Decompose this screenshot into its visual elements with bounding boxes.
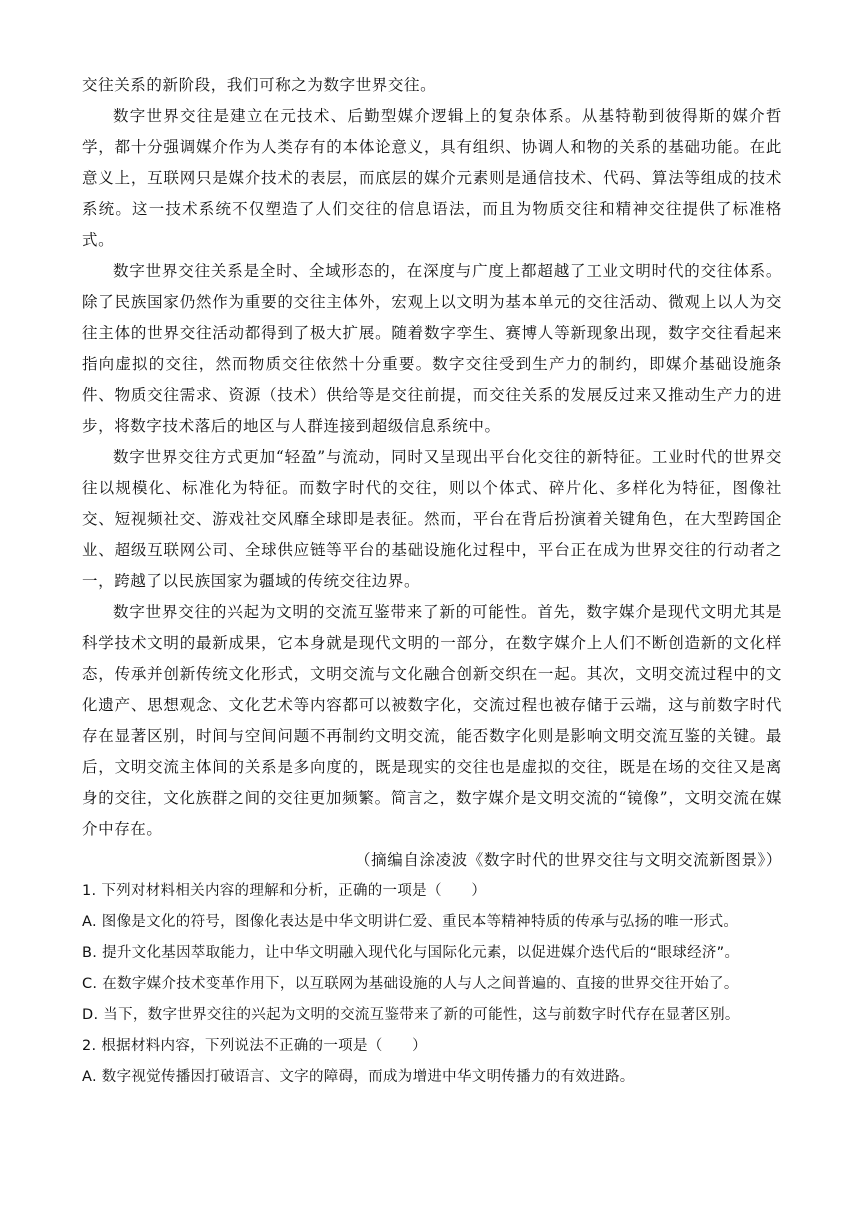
article-paragraph: 数字世界交往关系是全时、全域形态的，在深度与广度上都超越了工业文明时代的交往体系。除了民族国家仍然作为重要的交往主体外，宏观上以文明为基本单元的交往活动、微观上以人为交往主体的世界交往活动都得到了极大扩展。随着数字孪生、赛博人等新现象出现，数字交往看起来指向虚拟的交往，然而物质交往依然十分重要。数字交往受到生产力的制约，即媒介基础设施条件、物质交往需求、资源（技术）供给等是交往前提，而交往关系的发展反过来又推动生产力的进步，将数字技术落后的地区与人群连接到超级信息系统中。: [82, 262, 782, 435]
question-stem: 2. 根据材料内容，下列说法不正确的一项是（ ）: [82, 1038, 427, 1054]
article-paragraph: 交往关系的新阶段，我们可称之为数字世界交往。: [82, 76, 437, 94]
question-option: A. 图像是文化的符号，图像化表达是中华文明讲仁爱、重民本等精神特质的传承与弘扬的唯一形式。: [82, 914, 739, 930]
article-paragraph: 数字世界交往方式更加“轻盈”与流动，同时又呈现出平台化交往的新特征。工业时代的世界交往以规模化、标准化为特征。而数字时代的交往，则以个体式、碎片化、多样化为特征，图像社交、短视频社交、游戏社交风靡全球即是表征。然而，平台在背后扮演着关键角色，在大型跨国企业、超级互联网公司、全球供应链等平台的基础设施化过程中，平台正在成为世界交往的行动者之一，跨越了以民族国家为疆域的传统交往边界。: [82, 448, 782, 590]
question-option: C. 在数字媒介技术变革作用下，以互联网为基础设施的人与人之间普遍的、直接的世界交往开始了。: [82, 976, 739, 992]
article-paragraph: 数字世界交往是建立在元技术、后勤型媒介逻辑上的复杂体系。从基特勒到彼得斯的媒介哲学，都十分强调媒介作为人类存有的本体论意义，具有组织、协调人和物的关系的基础功能。在此意义上，互联网只是媒介技术的表层，而底层的媒介元素则是通信技术、代码、算法等组成的技术系统。这一技术系统不仅塑造了人们交往的信息语法，而且为物质交往和精神交往提供了标准格式。: [82, 107, 782, 249]
question-option: A. 数字视觉传播因打破语言、文字的障碍，而成为增进中华文明传播力的有效进路。: [82, 1069, 635, 1085]
question-option: D. 当下，数字世界交往的兴起为文明的交流互鉴带来了新的可能性，这与前数字时代存在显著区别。: [82, 1007, 740, 1023]
article-source: （摘编自涂凌波《数字时代的世界交往与文明交流新图景》）: [355, 851, 782, 869]
article-paragraph: 数字世界交往的兴起为文明的交流互鉴带来了新的可能性。首先，数字媒介是现代文明尤其是科学技术文明的最新成果，它本身就是现代文明的一部分，在数字媒介上人们不断创造新的文化样态，传承并创新传统文化形式，文明交流与文化融合创新交织在一起。其次，文明交流过程中的文化遗产、思想观念、文化艺术等内容都可以被数字化，交流过程也被存储于云端，这与前数字时代存在显著区别，时间与空间问题不再制约文明交流，能否数字化则是影响文明交流互鉴的关键。最后，文明交流主体间的关系是多向度的，既是现实的交往也是虚拟的交往，既是在场的交往又是离身的交往，文化族群之间的交往更加频繁。简言之，数字媒介是文明交流的“镜像”，文明交流在媒介中存在。: [82, 603, 782, 838]
question-option: B. 提升文化基因萃取能力，让中华文明融入现代化与国际化元素，以促进媒介迭代后的“眼球经济”。: [82, 945, 740, 961]
question-1: [82, 876, 782, 1031]
question-2: [82, 1031, 782, 1093]
exam-page: [82, 70, 782, 1093]
question-stem: 1. 下列对材料相关内容的理解和分析，正确的一项是（ ）: [82, 883, 487, 899]
